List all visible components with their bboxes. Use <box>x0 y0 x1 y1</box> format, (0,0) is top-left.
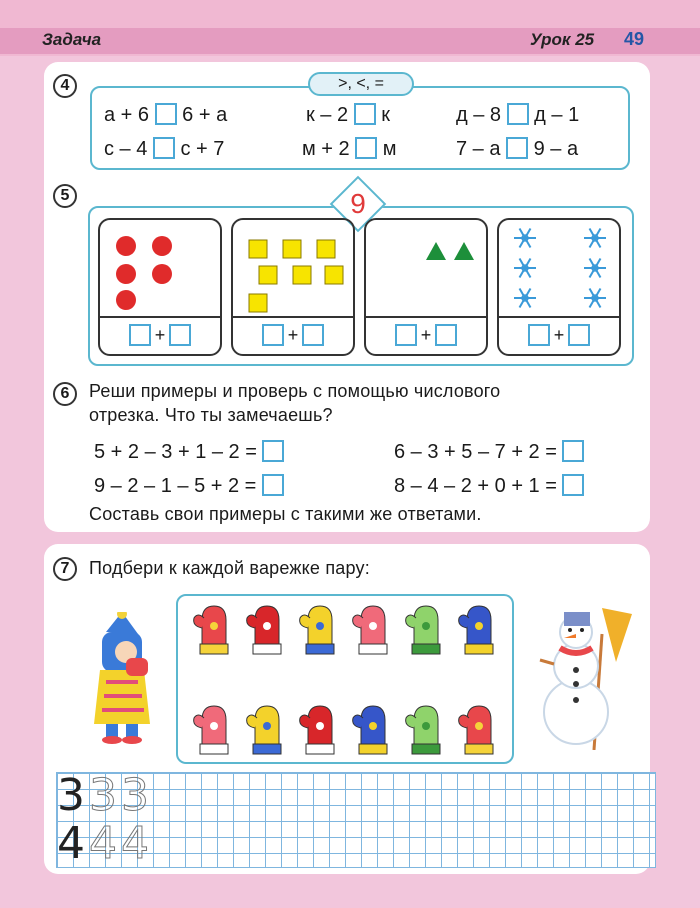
picture-card-snowflakes: + <box>497 218 621 356</box>
answer-box[interactable] <box>507 103 529 125</box>
section-title: Задача <box>42 30 102 49</box>
task-7-number: 7 <box>53 557 77 581</box>
digit-sample-3: 3 <box>57 770 85 821</box>
yellow-square <box>249 294 267 312</box>
answer-box[interactable] <box>354 103 376 125</box>
mitten-icon[interactable] <box>194 606 228 654</box>
task-6-text-line2: отрезка. Что ты замечаешь? <box>89 405 333 425</box>
mittens-row-bottom <box>184 700 508 756</box>
answer-box[interactable] <box>562 440 584 462</box>
mitten-icon[interactable] <box>247 706 281 754</box>
mitten-icon[interactable] <box>194 706 228 754</box>
comparison-expr: к – 2 к <box>306 104 390 126</box>
picture-card-circles: + <box>98 218 222 356</box>
digit-trace-3: 3 <box>121 770 149 821</box>
red-circle <box>116 290 136 310</box>
answer-box[interactable] <box>435 324 457 346</box>
mitten-icon[interactable] <box>406 706 440 754</box>
girl-illustration <box>86 612 158 744</box>
answer-box[interactable] <box>568 324 590 346</box>
red-circle <box>152 264 172 284</box>
yellow-square <box>283 240 301 258</box>
task-6-text-line1: Реши примеры и проверь с помощью числового <box>89 381 501 401</box>
example-expr: 9 – 2 – 1 – 5 + 2 = <box>94 474 284 498</box>
picture-card-squares: + <box>231 218 355 356</box>
comparison-expr: а + 6 6 + а <box>104 104 228 126</box>
mittens-row-top <box>184 600 508 656</box>
answer-box[interactable] <box>169 324 191 346</box>
digit-trace-4: 4 <box>121 818 149 869</box>
header-band <box>0 28 700 54</box>
target-number: 9 <box>350 188 366 219</box>
mitten-icon[interactable] <box>300 706 334 754</box>
green-triangle <box>454 242 474 260</box>
answer-box[interactable] <box>262 474 284 496</box>
task-6-number: 6 <box>53 382 77 406</box>
red-circle <box>116 236 136 256</box>
comparison-signs: >, <, = <box>308 72 414 96</box>
task-5-number: 5 <box>53 184 77 208</box>
comparison-expr: 7 – а 9 – а <box>456 138 579 160</box>
mitten-icon[interactable] <box>459 606 493 654</box>
yellow-square <box>325 266 343 284</box>
red-circle <box>152 236 172 256</box>
comparison-expr: с – 4 с + 7 <box>104 138 225 160</box>
yellow-square <box>249 240 267 258</box>
red-circles <box>100 220 224 316</box>
snowman-illustration <box>536 604 646 750</box>
yellow-square <box>259 266 277 284</box>
page-header <box>0 0 700 56</box>
answer-box[interactable] <box>129 324 151 346</box>
answer-box[interactable] <box>562 474 584 496</box>
answer-box[interactable] <box>395 324 417 346</box>
green-triangle <box>426 242 446 260</box>
answer-box[interactable] <box>153 137 175 159</box>
picture-card-triangles: + <box>364 218 488 356</box>
comparison-expr: д – 8 д – 1 <box>456 104 580 126</box>
mitten-icon[interactable] <box>247 606 281 654</box>
example-expr: 8 – 4 – 2 + 0 + 1 = <box>394 474 584 498</box>
example-expr: 6 – 3 + 5 – 7 + 2 = <box>394 440 584 464</box>
snowflake-icon <box>584 288 606 307</box>
example-expr: 5 + 2 – 3 + 1 – 2 = <box>94 440 284 464</box>
answer-box[interactable] <box>155 103 177 125</box>
digit-trace-4: 4 <box>89 818 117 869</box>
snowflake-icon <box>584 258 606 277</box>
mitten-icon[interactable] <box>459 706 493 754</box>
mitten-icon[interactable] <box>353 706 387 754</box>
task-4-number: 4 <box>53 74 77 98</box>
answer-box[interactable] <box>355 137 377 159</box>
snowflake-icon <box>584 228 606 247</box>
mitten-icon[interactable] <box>300 606 334 654</box>
yellow-square <box>293 266 311 284</box>
task-6-footer: Составь свои примеры с такими же ответами. <box>89 504 482 524</box>
answer-box[interactable] <box>506 137 528 159</box>
lesson-label: Урок 25 <box>530 30 595 49</box>
answer-box[interactable] <box>302 324 324 346</box>
green-triangles <box>366 220 490 316</box>
yellow-square <box>317 240 335 258</box>
digit-trace-3: 3 <box>89 770 117 821</box>
yellow-squares <box>233 220 357 316</box>
snowflake-icon <box>514 288 536 307</box>
answer-box[interactable] <box>262 440 284 462</box>
snowflakes <box>499 220 623 316</box>
task-7-text: Подбери к каждой варежке пару: <box>89 558 370 578</box>
snowflake-icon <box>514 228 536 247</box>
comparison-expr: м + 2 м <box>302 138 397 160</box>
answer-box[interactable] <box>528 324 550 346</box>
answer-box[interactable] <box>262 324 284 346</box>
digit-sample-4: 4 <box>57 818 85 869</box>
mitten-icon[interactable] <box>406 606 440 654</box>
snowflake-icon <box>514 258 536 277</box>
page-number: 49 <box>624 29 645 49</box>
red-circle <box>116 264 136 284</box>
mitten-icon[interactable] <box>353 606 387 654</box>
